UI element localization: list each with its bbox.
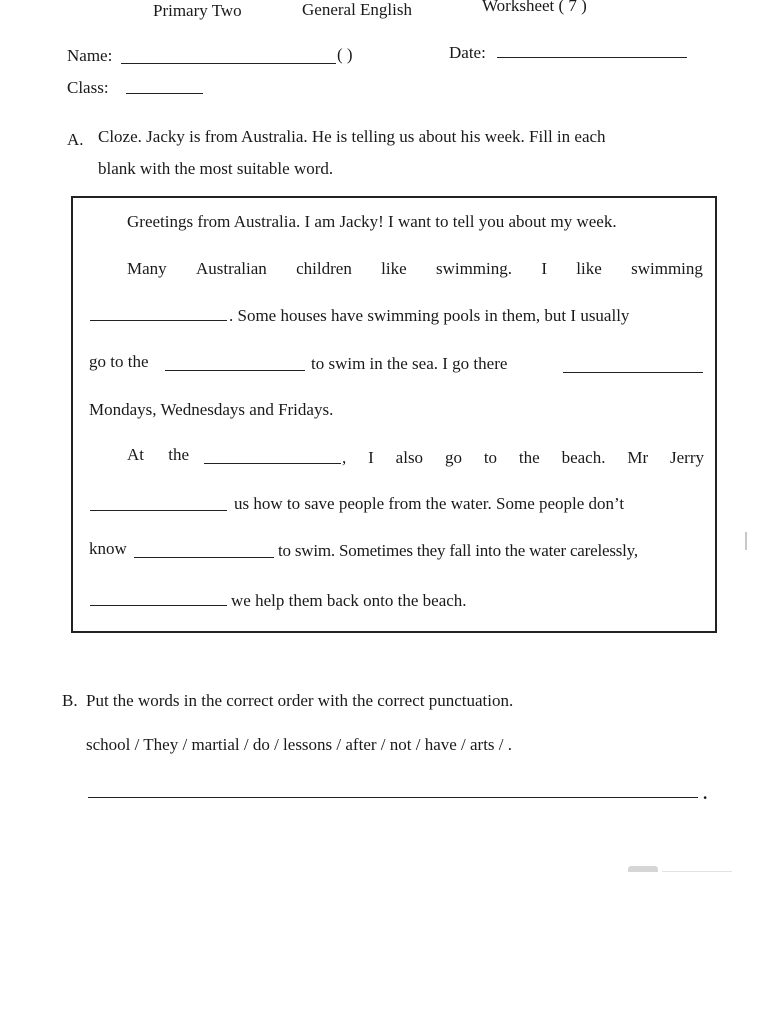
scan-smudge: [628, 866, 658, 872]
passage-line-8a: know: [89, 539, 127, 558]
date-blank[interactable]: [497, 57, 687, 58]
blank-4[interactable]: [204, 463, 341, 464]
blank-3[interactable]: [563, 372, 703, 373]
passage-word: swimming.: [435, 259, 512, 278]
passage-line-4a: go to the: [89, 352, 149, 371]
blank-6[interactable]: [134, 557, 274, 558]
passage-line-4b: to swim in the sea. I go there: [311, 354, 508, 373]
passage-line-7: us how to save people from the water. Some people don’t: [234, 494, 625, 513]
passage-line-3: . Some houses have swimming pools in them, but I usually: [229, 306, 630, 325]
passage-word: Jerry: [670, 448, 704, 467]
name-label: Name:: [67, 46, 113, 65]
passage-line-2: [127, 260, 703, 277]
class-blank[interactable]: [126, 93, 203, 94]
passage-line-1: Greetings from Australia. I am Jacky! I want to tell you about my week.: [127, 212, 617, 231]
section-b-word-list: school / They / martial / do / lessons / after / not / have / arts / .: [86, 735, 513, 754]
section-a-letter: A.: [67, 130, 84, 149]
passage-word: like: [576, 259, 602, 278]
date-label: Date:: [449, 43, 486, 62]
passage-word: to: [483, 448, 498, 467]
scan-smudge-trail: [662, 871, 732, 872]
passage-line-6b: [342, 449, 704, 466]
passage-line-8b: to swim. Sometimes they fall into the water carelessly,: [278, 541, 638, 560]
name-blank[interactable]: [121, 63, 336, 64]
section-a-instruction-line2: blank with the most suitable word.: [98, 159, 334, 178]
passage-line-6a: [127, 446, 189, 463]
passage-word: I: [541, 259, 547, 278]
passage-word: go: [444, 448, 462, 467]
worksheet-label: Worksheet ( 7 ): [482, 0, 587, 15]
passage-word: I: [368, 448, 374, 467]
passage-word: ,: [342, 448, 347, 467]
passage-word: At: [127, 445, 144, 464]
passage-word: Mr: [627, 448, 649, 467]
section-b-instruction: Put the words in the correct order with the correct punctuation.: [86, 691, 514, 710]
class-number-paren: ( ): [337, 45, 353, 64]
section-b-letter: B.: [62, 691, 78, 710]
passage-word: children: [296, 259, 352, 278]
subject-label: General English: [302, 0, 412, 19]
section-a-instruction-line1: Cloze. Jacky is from Australia. He is telling us about his week. Fill in each: [98, 127, 606, 146]
passage-word: beach.: [561, 448, 606, 467]
passage-word: like: [381, 259, 407, 278]
passage-word: also: [395, 448, 424, 467]
blank-7[interactable]: [90, 605, 227, 606]
passage-word: the: [168, 445, 189, 464]
passage-line-5: Mondays, Wednesdays and Fridays.: [89, 400, 334, 419]
blank-2[interactable]: [165, 370, 305, 371]
passage-line-9: we help them back onto the beach.: [231, 591, 467, 610]
class-label: Class:: [67, 78, 109, 97]
scan-edge-mark: [745, 532, 747, 550]
answer-end-mark: .: [703, 784, 708, 803]
answer-line[interactable]: [88, 797, 698, 798]
passage-word: Australian: [195, 259, 267, 278]
blank-1[interactable]: [90, 320, 227, 321]
passage-word: swimming: [631, 259, 703, 278]
passage-word: Many: [127, 259, 167, 278]
grade-label: Primary Two: [153, 1, 242, 20]
blank-5[interactable]: [90, 510, 227, 511]
passage-word: the: [518, 448, 540, 467]
